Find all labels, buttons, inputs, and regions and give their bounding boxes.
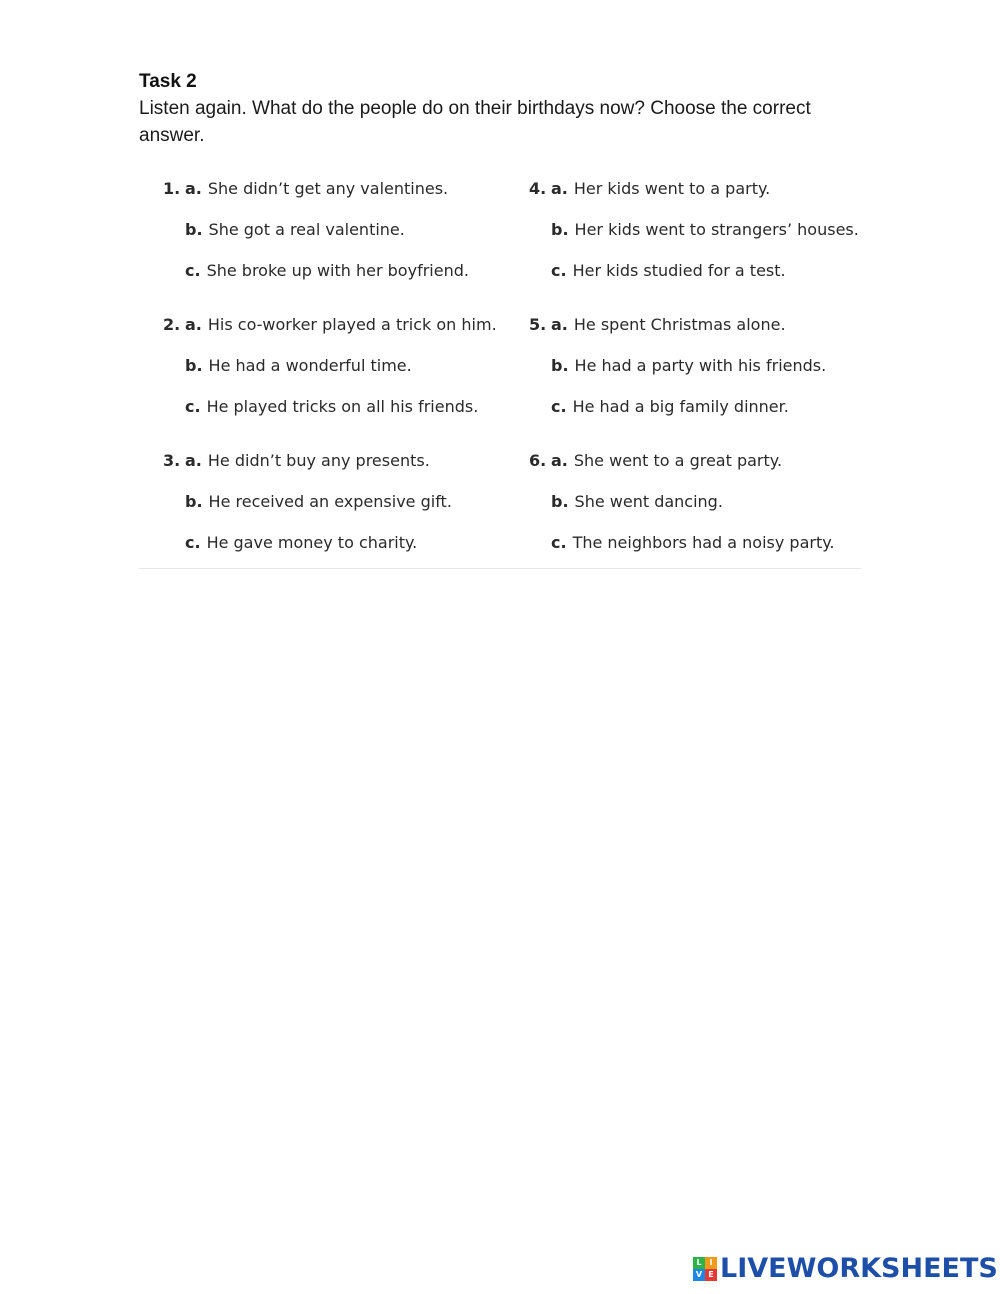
- option-text: The neighbors had a noisy party.: [572, 533, 835, 552]
- option-letter: c.: [551, 533, 567, 552]
- option-letter: b.: [551, 220, 569, 239]
- option-letter: b.: [185, 492, 203, 511]
- option-text: He had a big family dinner.: [572, 397, 789, 416]
- option-text: She went dancing.: [574, 492, 723, 511]
- liveworksheets-logo: [693, 1253, 998, 1285]
- option-letter: a.: [551, 315, 568, 334]
- task-instructions: Listen again. What do the people do on their birthdays now? Choose the correct answer.: [139, 98, 811, 146]
- option-letter: b.: [185, 356, 203, 375]
- question-option[interactable]: [529, 532, 835, 573]
- question-6: [529, 450, 835, 573]
- question-option[interactable]: [163, 260, 469, 301]
- question-option[interactable]: [529, 314, 826, 355]
- question-option[interactable]: [163, 355, 497, 396]
- question-option[interactable]: [529, 450, 835, 491]
- option-text: He had a wonderful time.: [208, 356, 412, 375]
- option-letter: b.: [551, 492, 569, 511]
- option-text: He played tricks on all his friends.: [206, 397, 479, 416]
- option-letter: a.: [185, 179, 202, 198]
- question-option[interactable]: [529, 491, 835, 532]
- question-number: 2.: [163, 315, 181, 334]
- option-letter: c.: [185, 397, 201, 416]
- option-text: He gave money to charity.: [206, 533, 418, 552]
- option-letter: c.: [551, 261, 567, 280]
- question-option[interactable]: [163, 219, 469, 260]
- task-title: Task 2: [139, 71, 197, 92]
- question-1: [163, 178, 469, 301]
- logo-tile: E: [705, 1269, 717, 1281]
- option-text: Her kids studied for a test.: [572, 261, 786, 280]
- question-option[interactable]: [163, 314, 497, 355]
- option-text: She broke up with her boyfriend.: [206, 261, 469, 280]
- question-number: 5.: [529, 315, 547, 334]
- logo-tile: I: [705, 1257, 717, 1269]
- option-text: She went to a great party.: [573, 451, 783, 470]
- option-text: He spent Christmas alone.: [573, 315, 786, 334]
- question-number: 6.: [529, 451, 547, 470]
- question-option[interactable]: [163, 532, 452, 573]
- logo-tile: V: [693, 1269, 705, 1281]
- question-option[interactable]: [529, 396, 826, 437]
- option-letter: a.: [185, 451, 202, 470]
- question-option[interactable]: [163, 396, 497, 437]
- question-option[interactable]: [529, 219, 859, 260]
- logo-icon: [693, 1257, 717, 1281]
- question-5: [529, 314, 826, 437]
- option-text: She got a real valentine.: [208, 220, 405, 239]
- option-text: He didn’t buy any presents.: [207, 451, 430, 470]
- question-option[interactable]: [529, 260, 859, 301]
- logo-tile: L: [693, 1257, 705, 1269]
- question-option[interactable]: [529, 355, 826, 396]
- question-3: [163, 450, 452, 573]
- option-text: Her kids went to strangers’ houses.: [574, 220, 859, 239]
- brand-name: LIVEWORKSHEETS: [720, 1253, 998, 1284]
- option-text: Her kids went to a party.: [573, 179, 771, 198]
- question-2: [163, 314, 497, 437]
- question-4: [529, 178, 859, 301]
- option-letter: b.: [551, 356, 569, 375]
- question-list: [139, 170, 861, 569]
- question-number: 3.: [163, 451, 181, 470]
- option-text: She didn’t get any valentines.: [207, 179, 449, 198]
- option-letter: a.: [551, 451, 568, 470]
- option-text: He received an expensive gift.: [208, 492, 452, 511]
- option-text: He had a party with his friends.: [574, 356, 827, 375]
- question-option[interactable]: [163, 450, 452, 491]
- option-text: His co-worker played a trick on him.: [207, 315, 497, 334]
- option-letter: a.: [185, 315, 202, 334]
- question-option[interactable]: [163, 178, 469, 219]
- option-letter: c.: [551, 397, 567, 416]
- question-option[interactable]: [163, 491, 452, 532]
- question-number: 1.: [163, 179, 181, 198]
- option-letter: c.: [185, 261, 201, 280]
- question-option[interactable]: [529, 178, 859, 219]
- option-letter: a.: [551, 179, 568, 198]
- question-number: 4.: [529, 179, 547, 198]
- option-letter: b.: [185, 220, 203, 239]
- option-letter: c.: [185, 533, 201, 552]
